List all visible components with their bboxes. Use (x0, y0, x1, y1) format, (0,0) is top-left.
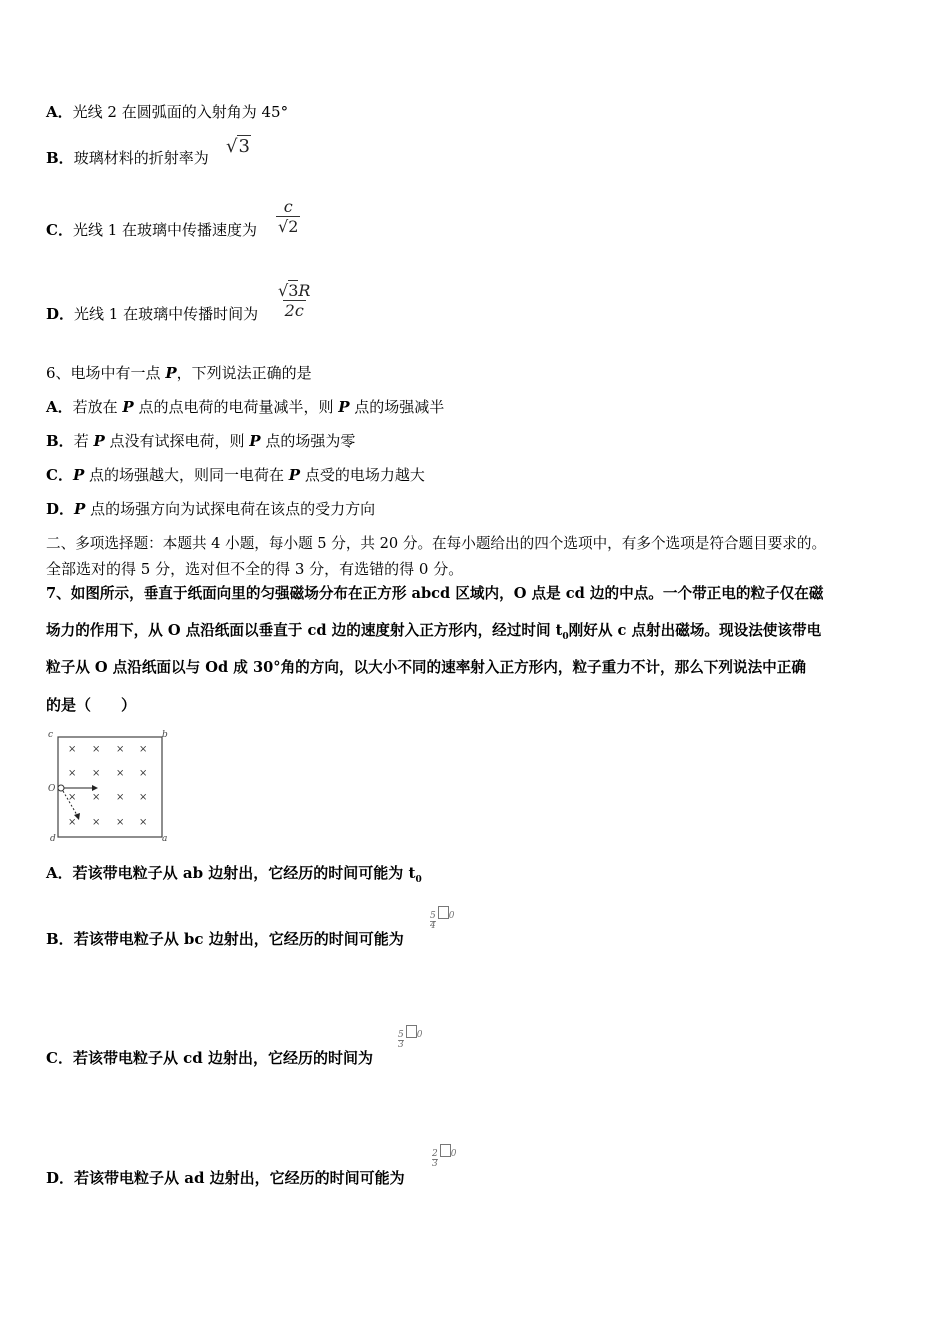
point-p: P (338, 398, 350, 416)
point-p: P (74, 500, 86, 518)
option-text: 点的场强越大，则同一电荷在 (84, 466, 289, 484)
sqrt-radicand: 3 (288, 281, 299, 300)
missing-glyph-icon (406, 1025, 417, 1038)
cross-mark: × (116, 744, 125, 755)
subscript: 0 (416, 1030, 423, 1040)
option-text: 点的场强方向为试探电荷在该点的受力方向 (85, 500, 376, 518)
fraction-2-3-t0 (432, 1144, 456, 1169)
point-p: P (93, 432, 105, 450)
fraction-numerator: 5 (398, 1030, 404, 1040)
subscript: 0 (562, 631, 569, 642)
fraction-denominator: 3 (398, 1040, 404, 1050)
fraction-numerator: 2 (432, 1149, 438, 1159)
q6-option-b (46, 431, 355, 451)
cross-mark: × (68, 817, 77, 828)
missing-glyph-icon (440, 1144, 451, 1157)
q5-option-a (46, 102, 288, 122)
q7-option-c (46, 1048, 373, 1068)
option-label: C． (46, 1049, 73, 1067)
q7-stem-line4: 的是（ ） (46, 696, 137, 714)
point-p: P (72, 466, 85, 484)
option-label: D． (46, 1169, 75, 1187)
q6-option-c (46, 465, 425, 485)
sqrt-radicand: 2 (288, 217, 299, 236)
fraction-numerator: c (283, 197, 293, 216)
variable-r: R (298, 281, 311, 300)
option-text: 若该带电粒子从 ab 边射出，它经历的时间可能为 t (72, 864, 416, 882)
option-text: 若 (73, 432, 94, 450)
entry-point-o (58, 785, 64, 791)
cross-mark: × (68, 768, 77, 779)
fraction-numerator: √3R (278, 281, 311, 300)
q6-option-a (46, 397, 444, 417)
point-p: P (249, 432, 261, 450)
sqrt-radicand: 3 (238, 136, 250, 157)
stem-text: 场力的作用下，从 O 点沿纸面以垂直于 cd 边的速度射入正方形内，经过时间 t (46, 622, 563, 639)
fraction-denominator: √2 (278, 217, 299, 236)
square-field-diagram (44, 727, 172, 845)
field-crosses (68, 744, 147, 828)
fraction-denominator: 2c (284, 301, 304, 320)
stem-text: ，下列说法正确的是 (176, 364, 312, 382)
stem-text: 刚好从 c 点射出磁场。现设法使该带电 (568, 622, 822, 639)
option-label: B． (46, 149, 74, 167)
option-label: C． (46, 466, 73, 484)
option-label: D． (46, 305, 75, 323)
cross-mark: × (92, 792, 101, 803)
q7-stem-line1: 7、如图所示，垂直于纸面向里的匀强磁场分布在正方形 abcd 区域内，O 点是 cd 边的中点。一个带正电的粒子仅在磁 (46, 585, 824, 602)
sqrt-expression: √3 (226, 136, 250, 157)
magnetic-field-figure (44, 727, 172, 845)
cross-mark: × (139, 768, 148, 779)
cross-mark: × (68, 744, 77, 755)
fraction-5-3-t0 (398, 1025, 422, 1050)
corner-c-label: c (48, 730, 54, 740)
option-text: 点的场强为零 (260, 432, 356, 450)
fraction-denominator: 3 (432, 1159, 438, 1169)
cross-mark: × (68, 792, 77, 803)
stem-text: 6、电场中有一点 (46, 364, 166, 382)
point-o-label: O (48, 784, 56, 794)
cross-mark: × (92, 768, 101, 779)
q7-stem-line2 (46, 621, 821, 647)
q6-stem (46, 363, 312, 383)
cross-mark: × (139, 744, 148, 755)
option-text: 光线 1 在玻璃中传播时间为 (74, 305, 259, 323)
fraction-sqrt3r-over-2c (276, 281, 312, 320)
q5-option-d (46, 304, 258, 324)
q5-option-c (46, 220, 257, 240)
option-text: 玻璃材料的折射率为 (73, 149, 209, 167)
q5-option-b (46, 148, 209, 168)
option-label: C． (46, 221, 73, 239)
option-text: 若该带电粒子从 ad 边射出，它经历的时间可能为 (74, 1169, 405, 1187)
subscript: 0 (450, 1149, 457, 1159)
corner-a-label: a (162, 834, 168, 844)
option-text: 光线 1 在玻璃中传播速度为 (72, 221, 258, 239)
q7-option-b (46, 929, 404, 949)
corner-d-label: d (50, 834, 56, 844)
option-text: 若放在 (72, 398, 123, 416)
option-label: A． (46, 398, 73, 416)
cross-mark: × (139, 817, 148, 828)
corner-b-label: b (162, 730, 168, 740)
cross-mark: × (92, 744, 101, 755)
option-label: A． (46, 864, 73, 882)
option-text: 若该带电粒子从 bc 边射出，它经历的时间可能为 (73, 930, 404, 948)
option-text: 点没有试探电荷，则 (104, 432, 250, 450)
point-p: P (165, 364, 177, 382)
option-label: B． (46, 930, 74, 948)
cross-mark: × (139, 792, 148, 803)
fraction-numerator: 5 (430, 911, 436, 921)
point-p: P (288, 466, 301, 484)
q7-option-d (46, 1168, 405, 1188)
fraction-5-4-t0 (430, 906, 454, 931)
option-text: 若该带电粒子从 cd 边射出，它经历的时间为 (72, 1049, 374, 1067)
cross-mark: × (116, 768, 125, 779)
option-text: 光线 2 在圆弧面的入射角为 45° (72, 103, 289, 121)
fraction-c-over-sqrt2 (276, 197, 300, 236)
cross-mark: × (92, 817, 101, 828)
point-p: P (122, 398, 134, 416)
section-heading: 二、多项选择题：本题共 4 小题，每小题 5 分，共 20 分。在每小题给出的四个选项中，有多个选项是符合题目要求的。 (46, 535, 827, 552)
option-label: D． (46, 500, 75, 518)
subscript: 0 (415, 875, 422, 885)
option-text: 点的场强减半 (349, 398, 445, 416)
cross-mark: × (116, 817, 125, 828)
q6-option-d (46, 499, 375, 519)
section-scoring: 全部选对的得 5 分，选对但不全的得 3 分，有选错的得 0 分。 (46, 560, 464, 578)
cross-mark: × (116, 792, 125, 803)
option-text: 点受的电场力越大 (300, 466, 425, 484)
fraction-denominator: 4 (430, 921, 436, 931)
option-label: B． (46, 432, 74, 450)
q7-stem-line3: 粒子从 O 点沿纸面以与 Od 成 30°角的方向，以大小不同的速率射入正方形内，粒子重力不计，那么下列说法中正确 (46, 659, 806, 676)
option-text: 点的点电荷的电荷量减半，则 (133, 398, 339, 416)
q7-option-a (46, 863, 422, 890)
subscript: 0 (448, 911, 455, 921)
arrow-head (92, 785, 98, 791)
option-label: A． (46, 103, 73, 121)
missing-glyph-icon (438, 906, 449, 919)
